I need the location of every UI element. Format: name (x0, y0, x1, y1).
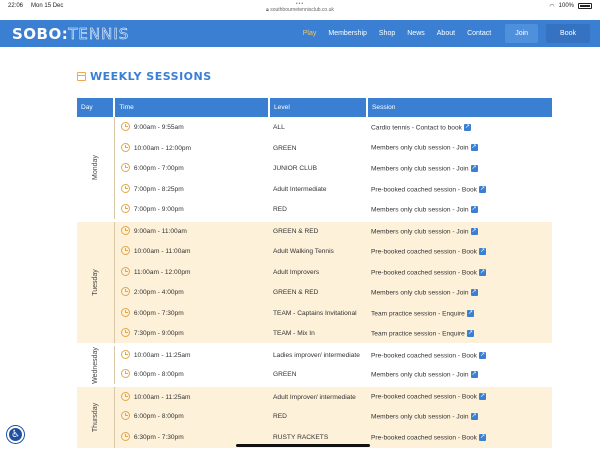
session-text[interactable]: Team practice session - Enquire (371, 330, 465, 338)
page-heading (77, 70, 552, 83)
level-cell: GREEN & RED (269, 283, 367, 304)
nav-shop[interactable]: Shop (378, 30, 396, 37)
calendar-icon (77, 72, 86, 81)
join-button[interactable]: Join (505, 24, 538, 43)
sessions-body (77, 117, 552, 448)
table-row (77, 158, 552, 179)
clock-icon (121, 246, 130, 255)
level-cell: Adult Improver/ intermediate (269, 386, 367, 407)
sessions-table (77, 98, 552, 448)
external-link-icon[interactable] (471, 413, 478, 420)
clock-cell (114, 262, 130, 283)
clock-cell (114, 241, 130, 262)
session-text[interactable]: Pre-booked coached session - Book (371, 393, 477, 401)
clock-cell (114, 117, 130, 138)
table-row (77, 262, 552, 283)
session-cell[interactable] (367, 220, 552, 241)
session-text[interactable]: Pre-booked coached session - Book (371, 434, 477, 442)
session-text[interactable]: Members only club session - Join (371, 413, 469, 421)
external-link-icon[interactable] (479, 434, 486, 441)
day-cell (77, 220, 114, 344)
session-text[interactable]: Pre-booked coached session - Book (371, 186, 477, 194)
time-cell: 6:00pm - 8:00pm (130, 407, 269, 428)
clock-icon (121, 392, 130, 401)
table-row (77, 200, 552, 221)
clock-cell (114, 386, 130, 407)
day-label: Thursday (91, 403, 99, 433)
external-link-icon[interactable] (471, 289, 478, 296)
session-cell[interactable] (367, 283, 552, 304)
wifi-icon: ◠ (549, 3, 555, 10)
home-indicator[interactable] (236, 444, 370, 447)
clock-icon (121, 184, 130, 193)
nav-play[interactable]: Play (302, 30, 317, 37)
session-text[interactable]: Pre-booked coached session - Book (371, 268, 477, 276)
external-link-icon[interactable] (464, 124, 471, 131)
session-cell[interactable] (367, 324, 552, 345)
clock-icon (121, 267, 130, 276)
external-link-icon[interactable] (467, 330, 474, 337)
table-header-row (77, 98, 552, 117)
table-row (77, 303, 552, 324)
battery-label: 100% (558, 3, 574, 9)
session-cell[interactable] (367, 138, 552, 159)
session-text[interactable]: Members only club session - Join (371, 144, 469, 152)
external-link-icon[interactable] (471, 371, 478, 378)
clock-cell (114, 427, 130, 448)
external-link-icon[interactable] (479, 186, 486, 193)
header-level: Level (269, 98, 367, 117)
nav-about[interactable]: About (436, 30, 456, 37)
logo-separator: : (61, 24, 69, 43)
main-nav (297, 24, 590, 43)
time-cell: 6:30pm - 7:30pm (130, 427, 269, 448)
level-cell: GREEN (269, 365, 367, 386)
clock-icon (121, 287, 130, 296)
logo-tennis: TENNIS (68, 24, 130, 43)
clock-cell (114, 179, 130, 200)
header-day: Day (77, 98, 114, 117)
level-cell: RED (269, 200, 367, 221)
clock-cell (114, 303, 130, 324)
time-cell: 6:00pm - 7:00pm (130, 158, 269, 179)
clock-icon (121, 369, 130, 378)
accessibility-icon[interactable]: ♿︎ (7, 426, 24, 443)
multitask-dots[interactable]: ••• (295, 1, 305, 7)
lock-icon: 🔒︎ (266, 7, 269, 13)
level-cell: TEAM - Mix In (269, 324, 367, 345)
session-text[interactable]: Members only club session - Join (371, 165, 469, 173)
external-link-icon[interactable] (479, 248, 486, 255)
clock-cell (114, 200, 130, 221)
table-row (77, 407, 552, 428)
day-label: Wednesday (91, 346, 99, 384)
book-button[interactable]: Book (546, 24, 590, 43)
clock-cell (114, 345, 130, 366)
session-text[interactable]: Members only club session - Join (371, 228, 469, 236)
session-cell[interactable] (367, 200, 552, 221)
session-text[interactable]: Members only club session - Join (371, 289, 469, 297)
clock-icon (121, 328, 130, 337)
session-cell[interactable] (367, 241, 552, 262)
site-header (0, 20, 600, 47)
time-cell: 10:00am - 11:25am (130, 345, 269, 366)
nav-news[interactable]: News (407, 30, 425, 37)
clock-icon (121, 411, 130, 420)
table-row (77, 241, 552, 262)
session-cell[interactable] (367, 365, 552, 386)
session-cell[interactable] (367, 262, 552, 283)
table-row (77, 138, 552, 159)
session-cell[interactable] (367, 386, 552, 407)
nav-membership[interactable]: Membership (328, 30, 367, 37)
time-cell: 6:00pm - 7:30pm (130, 303, 269, 324)
table-row (77, 283, 552, 304)
session-text[interactable]: Pre-booked coached session - Book (371, 352, 477, 360)
time-cell: 11:00am - 12:00pm (130, 262, 269, 283)
session-cell[interactable] (367, 345, 552, 366)
clock-icon (121, 204, 130, 213)
level-cell: GREEN (269, 138, 367, 159)
session-text[interactable]: Pre-booked coached session - Book (371, 248, 477, 256)
level-cell: Adult Intermediate (269, 179, 367, 200)
session-text[interactable]: Team practice session - Enquire (371, 310, 465, 318)
session-cell[interactable] (367, 303, 552, 324)
clock-icon (121, 122, 130, 131)
external-link-icon[interactable] (479, 393, 486, 400)
clock-cell (114, 365, 130, 386)
level-cell: Ladies improver/ intermediate (269, 345, 367, 366)
clock-cell (114, 283, 130, 304)
address-bar[interactable] (0, 7, 600, 13)
session-cell[interactable] (367, 427, 552, 448)
header-time: Time (114, 98, 269, 117)
external-link-icon[interactable] (471, 144, 478, 151)
external-link-icon[interactable] (479, 352, 486, 359)
session-cell[interactable] (367, 407, 552, 428)
table-row (77, 345, 552, 366)
table-row (77, 117, 552, 138)
day-cell (77, 117, 114, 220)
clock-cell (114, 138, 130, 159)
status-time: 22:06 (8, 3, 24, 9)
level-cell: Adult Walking Tennis (269, 241, 367, 262)
clock-icon (121, 308, 130, 317)
clock-icon (121, 163, 130, 172)
time-cell: 6:00pm - 8:00pm (130, 365, 269, 386)
clock-icon (121, 350, 130, 359)
clock-cell (114, 220, 130, 241)
time-cell: 9:00am - 9:55am (130, 117, 269, 138)
clock-icon (121, 143, 130, 152)
time-cell: 7:30pm - 9:00pm (130, 324, 269, 345)
time-cell: 10:00am - 11:25am (130, 386, 269, 407)
external-link-icon[interactable] (471, 206, 478, 213)
session-cell[interactable] (367, 117, 552, 138)
header-session: Session (367, 98, 552, 117)
level-cell: RUSTY RACKETS (269, 427, 367, 448)
table-row (77, 365, 552, 386)
session-text[interactable]: Cardio tennis - Contact to book (371, 123, 462, 131)
nav-contact[interactable]: Contact (467, 30, 492, 37)
session-text[interactable]: Members only club session - Join (371, 205, 469, 213)
level-cell: Adult Improvers (269, 262, 367, 283)
session-cell[interactable] (367, 158, 552, 179)
day-cell (77, 345, 114, 386)
day-label: Tuesday (91, 269, 99, 296)
session-text[interactable]: Members only club session - Join (371, 371, 469, 379)
table-row (77, 179, 552, 200)
level-cell: RED (269, 407, 367, 428)
page-title: WEEKLY SESSIONS (90, 70, 212, 83)
external-link-icon[interactable] (467, 310, 474, 317)
main-content (77, 70, 552, 448)
session-cell[interactable] (367, 179, 552, 200)
external-link-icon[interactable] (471, 165, 478, 172)
level-cell: ALL (269, 117, 367, 138)
time-cell: 7:00pm - 8:25pm (130, 179, 269, 200)
external-link-icon[interactable] (479, 269, 486, 276)
day-label: Monday (91, 155, 99, 181)
time-cell: 10:00am - 12:00pm (130, 138, 269, 159)
clock-icon (121, 432, 130, 441)
level-cell: JUNIOR CLUB (269, 158, 367, 179)
time-cell: 7:00pm - 9:00pm (130, 200, 269, 221)
site-logo[interactable] (12, 25, 129, 43)
time-cell: 10:00am - 11:00am (130, 241, 269, 262)
day-cell (77, 386, 114, 448)
time-cell: 2:00pm - 4:00pm (130, 283, 269, 304)
clock-cell (114, 324, 130, 345)
status-date: Mon 15 Dec (31, 3, 64, 9)
clock-cell (114, 158, 130, 179)
table-row (77, 324, 552, 345)
clock-cell (114, 407, 130, 428)
time-cell: 9:00am - 11:00am (130, 220, 269, 241)
level-cell: GREEN & RED (269, 220, 367, 241)
logo-sobo: SOBO (12, 24, 62, 43)
external-link-icon[interactable] (471, 228, 478, 235)
clock-icon (121, 226, 130, 235)
level-cell: TEAM - Captains Invitational (269, 303, 367, 324)
table-row (77, 386, 552, 407)
url-text: southbournetennisclub.co.uk (270, 7, 334, 13)
table-row (77, 220, 552, 241)
